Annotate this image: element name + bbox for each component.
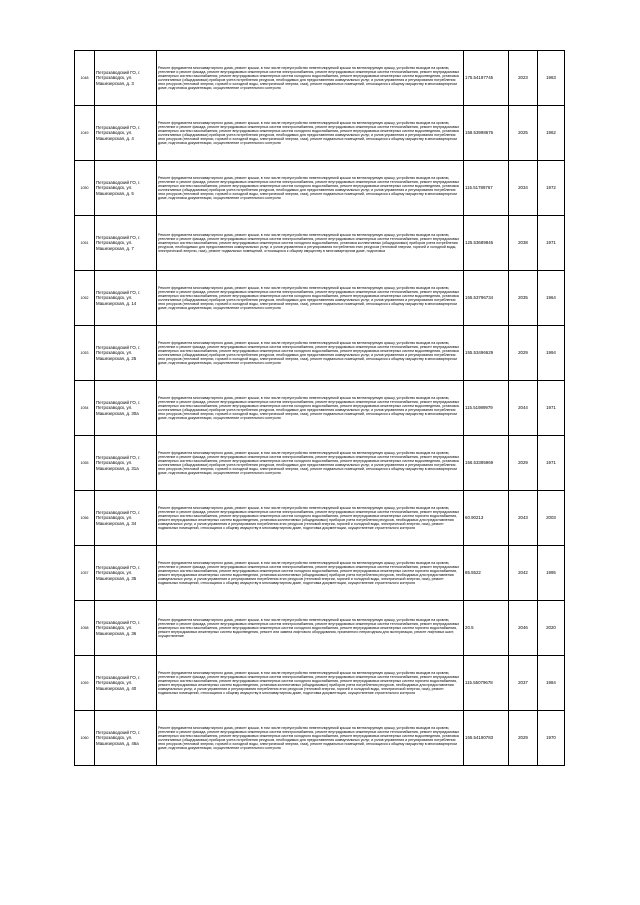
table-row bbox=[75, 491, 565, 546]
row-build-year: 1971 bbox=[538, 436, 565, 491]
row-works: Ремонт фундамента многоквартирного дома, ремонт крыши, в том числе переустройство невентилируемой крыши на вентилируемую крышу, устройство выходов на кровлю, утепление и ремонт фасада, ремонт внутридомовых инженерных систем электроснабжения, ремонт внутридомовых инженерных систем теплоснабжения, ремонт внутридомовых инженерных систем газоснабжения, ремонт внутридомовых инженерных систем холодного водоснабжения, ремонт внутридомовых инженерных систем водоотведения, установка коллективных (общедомовых) приборов учета потребления ресурсов, необходимых для предоставления коммунальных услуг, и узлов управления и регулирования потребления этих ресурсов (тепловой энергии, горячей и холодной воды, электрической энергии, газа), ремонт подвальных помещений, относящихся к общему имуществу в многоквартирном доме, подготовка документации, осуществление строительного контроля bbox=[157, 381, 464, 436]
row-repair-year: 2046 bbox=[509, 601, 538, 656]
row-works: Ремонт фундамента многоквартирного дома, ремонт крыши, в том числе переустройство невентилируемой крыши на вентилируемую крышу, устройство выходов на кровлю, утепление и ремонт фасада, ремонт внутридомовых инженерных систем электроснабжения, ремонт внутридомовых инженерных систем теплоснабжения, ремонт внутридомовых инженерных систем газоснабжения, ремонт внутридомовых инженерных систем холодного водоснабжения, ремонт внутридомовых инженерных систем водоотведения, установка коллективных (общедомовых) приборов учета потребления ресурсов, необходимых для предоставления коммунальных услуг, и узлов управления и регулирования потребления этих ресурсов (тепловой энергии, горячей и холодной воды, электрической энергии, газа), ремонт подвальных помещений, относящихся к общему имуществу в многоквартирном доме, подготовка документации, осуществление строительного контроля bbox=[157, 326, 464, 381]
row-build-year: 2020 bbox=[538, 601, 565, 656]
row-works: Ремонт фундамента многоквартирного дома, ремонт крыши, в том числе переустройство невентилируемой крыши на вентилируемую крышу, устройство выходов на кровлю, утепление и ремонт фасада, ремонт внутридомовых инженерных систем электроснабжения, ремонт внутридомовых инженерных систем теплоснабжения, ремонт внутридомовых инженерных систем газоснабжения, ремонт внутридомовых инженерных систем холодного водоснабжения, ремонт внутридомовых инженерных систем горячего водоснабжения, ремонт внутридомовых инженерных систем водоотведения, установка коллективных (общедомовых) приборов учета потребления ресурсов, необходимых для предоставления коммунальных услуг, и узлов управления и регулирования потребления этих ресурсов (тепловой энергии, горячей и холодной воды, электрической энергии, газа), ремонт подвальных помещений, относящихся к общему имуществу в многоквартирном доме, подготовка документации, осуществление строительного контроля bbox=[157, 546, 464, 601]
row-repair-year: 2029 bbox=[509, 436, 538, 491]
row-address: Петрозаводский ГО, г. Петрозаводск, ул. Машезерская, д. 4 bbox=[95, 106, 157, 161]
row-build-year: 1995 bbox=[538, 546, 565, 601]
table-row bbox=[75, 601, 565, 656]
row-repair-year: 2034 bbox=[509, 161, 538, 216]
row-address: Петрозаводский ГО, г. Петрозаводск, ул. Машезерская, д. 5 bbox=[95, 161, 157, 216]
table-row bbox=[75, 326, 565, 381]
table-row bbox=[75, 161, 565, 216]
table-row bbox=[75, 546, 565, 601]
row-repair-year: 2029 bbox=[509, 711, 538, 766]
row-works: Ремонт фундамента многоквартирного дома, ремонт крыши, в том числе переустройство невентилируемой крыши на вентилируемую крышу, устройство выходов на кровлю, утепление и ремонт фасада, ремонт внутридомовых инженерных систем электроснабжения, ремонт внутридомовых инженерных систем теплоснабжения, ремонт внутридомовых инженерных систем газоснабжения, ремонт внутридомовых инженерных систем холодного водоснабжения, ремонт внутридомовых инженерных систем водоотведения, установка коллективных (общедомовых) приборов учета потребления ресурсов, необходимых для предоставления коммунальных услуг, и узлов управления и регулирования потребления этих ресурсов (тепловой энергии, горячей и холодной воды, электрической энергии, газа), ремонт подвальных помещений, относящихся к общему имуществу в многоквартирном доме, подготовка документации, осуществление строительного контроля bbox=[157, 161, 464, 216]
table-row bbox=[75, 436, 565, 491]
repair-schedule-table bbox=[74, 50, 565, 766]
row-works: Ремонт фундамента многоквартирного дома, ремонт крыши, в том числе переустройство невентилируемой крыши на вентилируемую крышу, устройство выходов на кровлю, утепление и ремонт фасада, ремонт внутридомовых инженерных систем электроснабжения, ремонт внутридомовых инженерных систем теплоснабжения, ремонт внутридомовых инженерных систем газоснабжения, ремонт внутридомовых инженерных систем холодного водоснабжения, ремонт внутридомовых инженерных систем водоотведения, установка коллективных (общедомовых) приборов учета потребления ресурсов, необходимых для предоставления коммунальных услуг, и узлов управления и регулирования потребления этих ресурсов (тепловой энергии, горячей и холодной воды, электрической энергии, газа), ремонт подвальных помещений, относящихся к общему имуществу в многоквартирном доме, подготовка документации, осуществление строительного контроля bbox=[157, 106, 464, 161]
row-number: 1059 bbox=[75, 656, 95, 711]
row-number: 1054 bbox=[75, 381, 95, 436]
row-cost: 85.5522 bbox=[464, 546, 509, 601]
row-cost: 20.5 bbox=[464, 601, 509, 656]
row-works: Ремонт фундамента многоквартирного дома, ремонт крыши, в том числе переустройство невентилируемой крыши на вентилируемую крышу, устройство выходов на кровлю, утепление и ремонт фасада, ремонт внутридомовых инженерных систем электроснабжения, ремонт внутридомовых инженерных систем теплоснабжения, ремонт внутридомовых инженерных систем газоснабжения, ремонт внутридомовых инженерных систем холодного водоснабжения, ремонт внутридомовых инженерных систем водоотведения, установка коллективных (общедомовых) приборов учета потребления ресурсов, необходимых для предоставления коммунальных услуг, и узлов управления и регулирования потребления этих ресурсов (тепловой энергии, горячей и холодной воды, электрической энергии, газа), ремонт подвальных помещений, относящихся к общему имуществу в многоквартирном доме, подготовка документации, осуществление строительного контроля bbox=[157, 51, 464, 106]
row-repair-year: 2029 bbox=[509, 326, 538, 381]
table-row bbox=[75, 381, 565, 436]
row-address: Петрозаводский ГО, г. Петрозаводск, ул. Машезерская, д. 14 bbox=[95, 271, 157, 326]
row-number: 1060 bbox=[75, 711, 95, 766]
row-address: Петрозаводский ГО, г. Петрозаводск, ул. Машезерская, д. 3 bbox=[95, 51, 157, 106]
row-cost: 115.51989979 bbox=[464, 381, 509, 436]
row-number: 1052 bbox=[75, 271, 95, 326]
row-works: Ремонт фундамента многоквартирного дома, ремонт крыши, в том числе переустройство невентилируемой крыши на вентилируемую крышу, устройство выходов на кровлю, утепление и ремонт фасада, ремонт внутридомовых инженерных систем электроснабжения, ремонт внутридомовых инженерных систем теплоснабжения, ремонт внутридомовых инженерных систем газоснабжения, ремонт внутридомовых инженерных систем холодного водоснабжения, установка коллективных (общедомовых) приборов учета потребления ресурсов, необходимых для предоставления коммунальных услуг, и узлов управления и регулирования потребления этих ресурсов (тепловой энергии, горячей и холодной воды, электрической энергии, газа), ремонт подвальных помещений, относящихся к общему имуществу в многоквартирном доме, подготовка bbox=[157, 216, 464, 271]
row-build-year: 1963 bbox=[538, 51, 565, 106]
row-number: 1056 bbox=[75, 491, 95, 546]
row-address: Петрозаводский ГО, г. Петрозаводск, ул. Машезерская, д. 34 bbox=[95, 491, 157, 546]
table-row bbox=[75, 106, 565, 161]
row-address: Петрозаводский ГО, г. Петрозаводск, ул. Машезерская, д. 7 bbox=[95, 216, 157, 271]
row-cost: 175.54197745 bbox=[464, 51, 509, 106]
row-number: 1051 bbox=[75, 216, 95, 271]
row-number: 1057 bbox=[75, 546, 95, 601]
row-works: Ремонт фундамента многоквартирного дома, ремонт крыши, в том числе переустройство невентилируемой крыши на вентилируемую крышу, устройство выходов на кровлю, утепление и ремонт фасада, ремонт внутридомовых инженерных систем электроснабжения, ремонт внутридомовых инженерных систем теплоснабжения, ремонт внутридомовых инженерных систем газоснабжения, ремонт внутридомовых инженерных систем холодного водоснабжения, ремонт внутридомовых инженерных систем горячего водоснабжения, ремонт внутридомовых инженерных систем водоотведения, установка коллективных (общедомовых) приборов учета потребления ресурсов, необходимых для предоставления коммунальных услуг, и узлов управления и регулирования потребления этих ресурсов (тепловой энергии, горячей и холодной воды, электрической энергии, газа), ремонт подвальных помещений, относящихся к общему имуществу в многоквартирном доме, подготовка документации, осуществление строительного контроля bbox=[157, 491, 464, 546]
row-repair-year: 2042 bbox=[509, 546, 538, 601]
row-repair-year: 2025 bbox=[509, 106, 538, 161]
row-cost: 60.90213 bbox=[464, 491, 509, 546]
row-build-year: 1994 bbox=[538, 326, 565, 381]
row-number: 1055 bbox=[75, 436, 95, 491]
row-cost: 115.51788767 bbox=[464, 161, 509, 216]
row-address: Петрозаводский ГО, г. Петрозаводск, ул. Машезерская, д. 36 bbox=[95, 601, 157, 656]
row-address: Петрозаводский ГО, г. Петрозаводск, ул. Машезерская, д. 35 bbox=[95, 546, 157, 601]
row-build-year: 1971 bbox=[538, 216, 565, 271]
row-repair-year: 2037 bbox=[509, 656, 538, 711]
row-cost: 125.53689846 bbox=[464, 216, 509, 271]
row-cost: 158.53998676 bbox=[464, 106, 509, 161]
row-address: Петрозаводский ГО, г. Петрозаводск, ул. Машезерская, д. 30а bbox=[95, 381, 157, 436]
row-address: Петрозаводский ГО, г. Петрозаводск, ул. Машезерская, д. 31а bbox=[95, 436, 157, 491]
table-row bbox=[75, 51, 565, 106]
row-build-year: 1972 bbox=[538, 161, 565, 216]
row-cost: 115.55079678 bbox=[464, 656, 509, 711]
row-address: Петрозаводский ГО, г. Петрозаводск, ул. Машезерская, д. 46а bbox=[95, 711, 157, 766]
row-number: 1050 bbox=[75, 161, 95, 216]
row-cost: 156.53395969 bbox=[464, 436, 509, 491]
row-works: Ремонт фундамента многоквартирного дома, ремонт крыши, в том числе переустройство невентилируемой крыши на вентилируемую крышу, устройство выходов на кровлю, утепление и ремонт фасада, ремонт внутридомовых инженерных систем электроснабжения, ремонт внутридомовых инженерных систем теплоснабжения, ремонт внутридомовых инженерных систем газоснабжения, ремонт внутридомовых инженерных систем холодного водоснабжения, ремонт внутридомовых инженерных систем водоотведения, установка коллективных (общедомовых) приборов учета потребления ресурсов, необходимых для предоставления коммунальных услуг, и узлов управления и регулирования потребления этих ресурсов (тепловой энергии, горячей и холодной воды, электрической энергии, газа), ремонт подвальных помещений, относящихся к общему имуществу в многоквартирном доме, подготовка документации, осуществление строительного контроля bbox=[157, 711, 464, 766]
row-number: 1049 bbox=[75, 106, 95, 161]
row-number: 1053 bbox=[75, 326, 95, 381]
row-number: 1048 bbox=[75, 51, 95, 106]
table-body bbox=[75, 51, 565, 766]
row-repair-year: 2043 bbox=[509, 491, 538, 546]
row-build-year: 1964 bbox=[538, 271, 565, 326]
row-cost: 155.53496629 bbox=[464, 326, 509, 381]
row-build-year: 1984 bbox=[538, 656, 565, 711]
row-address: Петрозаводский ГО, г. Петрозаводск, ул. Машезерская, д. 25 bbox=[95, 326, 157, 381]
table-row bbox=[75, 711, 565, 766]
row-build-year: 2003 bbox=[538, 491, 565, 546]
row-repair-year: 2035 bbox=[509, 271, 538, 326]
table-row bbox=[75, 271, 565, 326]
row-works: Ремонт фундамента многоквартирного дома, ремонт крыши, в том числе переустройство невентилируемой крыши на вентилируемую крышу, устройство выходов на кровлю, утепление и ремонт фасада, ремонт внутридомовых инженерных систем электроснабжения, ремонт внутридомовых инженерных систем теплоснабжения, ремонт внутридомовых инженерных систем газоснабжения, ремонт внутридомовых инженерных систем холодного водоснабжения, ремонт внутридомовых инженерных систем горячего водоснабжения, ремонт внутридомовых инженерных систем водоотведения, установка коллективных (общедомовых) приборов учета потребления ресурсов, необходимых для предоставления коммунальных услуг, и узлов управления и регулирования потребления этих ресурсов (тепловой энергии, горячей и холодной воды, электрической энергии, газа), ремонт подвальных помещений, относящихся к общему имуществу в многоквартирном доме, подготовка документации, осуществление строительного контроля bbox=[157, 656, 464, 711]
row-repair-year: 2044 bbox=[509, 381, 538, 436]
row-build-year: 1971 bbox=[538, 381, 565, 436]
row-works: Ремонт фундамента многоквартирного дома, ремонт крыши, в том числе переустройство невентилируемой крыши на вентилируемую крышу, устройство выходов на кровлю, утепление и ремонт фасада, ремонт внутридомовых инженерных систем электроснабжения, ремонт внутридомовых инженерных систем теплоснабжения, ремонт внутридомовых инженерных систем газоснабжения, ремонт внутридомовых инженерных систем холодного водоснабжения, ремонт внутридомовых инженерных систем горячего водоснабжения, ремонт внутридомовых инженерных систем водоотведения, ремонт или замена лифтового оборудования, признанного непригодным для эксплуатации, ремонт лифтовых шахт, осуществление bbox=[157, 601, 464, 656]
table-row bbox=[75, 216, 565, 271]
table-row bbox=[75, 656, 565, 711]
row-cost: 155.53796734 bbox=[464, 271, 509, 326]
row-build-year: 1970 bbox=[538, 711, 565, 766]
row-works: Ремонт фундамента многоквартирного дома, ремонт крыши, в том числе переустройство невентилируемой крыши на вентилируемую крышу, устройство выходов на кровлю, утепление и ремонт фасада, ремонт внутридомовых инженерных систем электроснабжения, ремонт внутридомовых инженерных систем теплоснабжения, ремонт внутридомовых инженерных систем газоснабжения, ремонт внутридомовых инженерных систем холодного водоснабжения, ремонт внутридомовых инженерных систем водоотведения, установка коллективных (общедомовых) приборов учета потребления ресурсов, необходимых для предоставления коммунальных услуг, и узлов управления и регулирования потребления этих ресурсов (тепловой энергии, горячей и холодной воды, электрической энергии, газа), ремонт подвальных помещений, относящихся к общему имуществу в многоквартирном доме, подготовка документации, осуществление строительного контроля bbox=[157, 271, 464, 326]
row-cost: 155.54190783 bbox=[464, 711, 509, 766]
row-address: Петрозаводский ГО, г. Петрозаводск, ул. Машезерская, д. 40 bbox=[95, 656, 157, 711]
row-number: 1058 bbox=[75, 601, 95, 656]
row-works: Ремонт фундамента многоквартирного дома, ремонт крыши, в том числе переустройство невентилируемой крыши на вентилируемую крышу, устройство выходов на кровлю, утепление и ремонт фасада, ремонт внутридомовых инженерных систем электроснабжения, ремонт внутридомовых инженерных систем теплоснабжения, ремонт внутридомовых инженерных систем газоснабжения, ремонт внутридомовых инженерных систем холодного водоснабжения, ремонт внутридомовых инженерных систем водоотведения, установка коллективных (общедомовых) приборов учета потребления ресурсов, необходимых для предоставления коммунальных услуг, и узлов управления и регулирования потребления этих ресурсов (тепловой энергии, горячей и холодной воды, электрической энергии, газа), ремонт подвальных помещений, относящихся к общему имуществу в многоквартирном доме, подготовка документации, осуществление строительного контроля bbox=[157, 436, 464, 491]
row-repair-year: 2023 bbox=[509, 51, 538, 106]
row-build-year: 1962 bbox=[538, 106, 565, 161]
document-page bbox=[74, 50, 564, 766]
row-repair-year: 2038 bbox=[509, 216, 538, 271]
